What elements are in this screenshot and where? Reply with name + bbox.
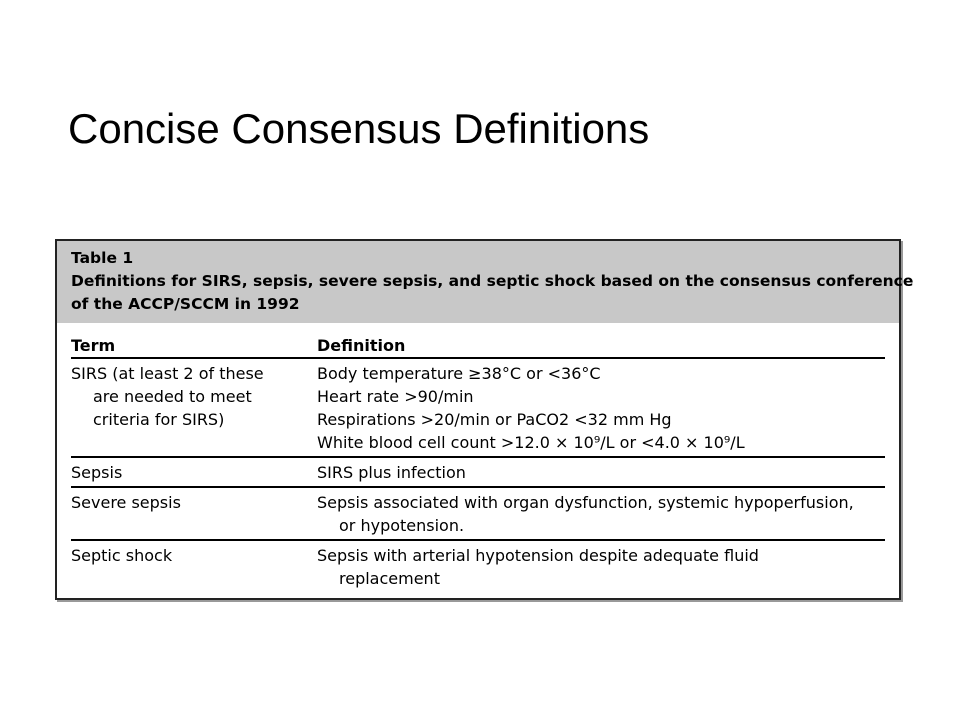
definition-cell [317, 491, 885, 537]
definition-line: Respirations >20/min or PaCO2 <32 mm Hg [317, 410, 672, 429]
definition-cell [317, 362, 885, 454]
column-header-term: Term [71, 336, 116, 355]
column-header-definition: Definition [317, 336, 406, 355]
table-header-row [71, 335, 885, 359]
definition-line: Sepsis associated with organ dysfunction, systemic hypoperfusion, [317, 493, 854, 512]
term-cell [71, 461, 317, 484]
definition-line: White blood cell count >12.0 × 10⁹/L or <4.0 × 10⁹/L [317, 433, 745, 452]
table-row [71, 359, 885, 458]
term-line: Sepsis [71, 463, 123, 482]
term-cell [71, 362, 317, 454]
table-row [71, 458, 885, 488]
table-caption-line-2: of the ACCP/SCCM in 1992 [71, 295, 300, 313]
table-caption [57, 241, 914, 323]
table-grid [71, 335, 885, 592]
term-cell [71, 544, 317, 590]
term-cell [71, 491, 317, 537]
definition-cell [317, 461, 885, 484]
term-line: are needed to meet [93, 387, 252, 406]
definition-line: or hypotension. [339, 516, 465, 535]
definition-line: Heart rate >90/min [317, 387, 474, 406]
table-row [71, 488, 885, 541]
definition-line: replacement [339, 569, 440, 588]
term-line: SIRS (at least 2 of these [71, 364, 264, 383]
table-caption-label: Table 1 [71, 249, 134, 267]
term-line: Septic shock [71, 546, 173, 565]
definition-line: Body temperature ≥38°C or <36°C [317, 364, 601, 383]
definition-line: SIRS plus infection [317, 463, 466, 482]
table-row [71, 541, 885, 592]
table-caption-line-1: Definitions for SIRS, sepsis, severe sepsis, and septic shock based on the consensus conference [71, 272, 914, 290]
term-line: criteria for SIRS) [93, 410, 225, 429]
term-line: Severe sepsis [71, 493, 181, 512]
definitions-table [55, 239, 914, 600]
slide-title: Concise Consensus Definitions [68, 105, 650, 152]
definition-line: Sepsis with arterial hypotension despite adequate fluid [317, 546, 759, 565]
definition-cell [317, 544, 885, 590]
